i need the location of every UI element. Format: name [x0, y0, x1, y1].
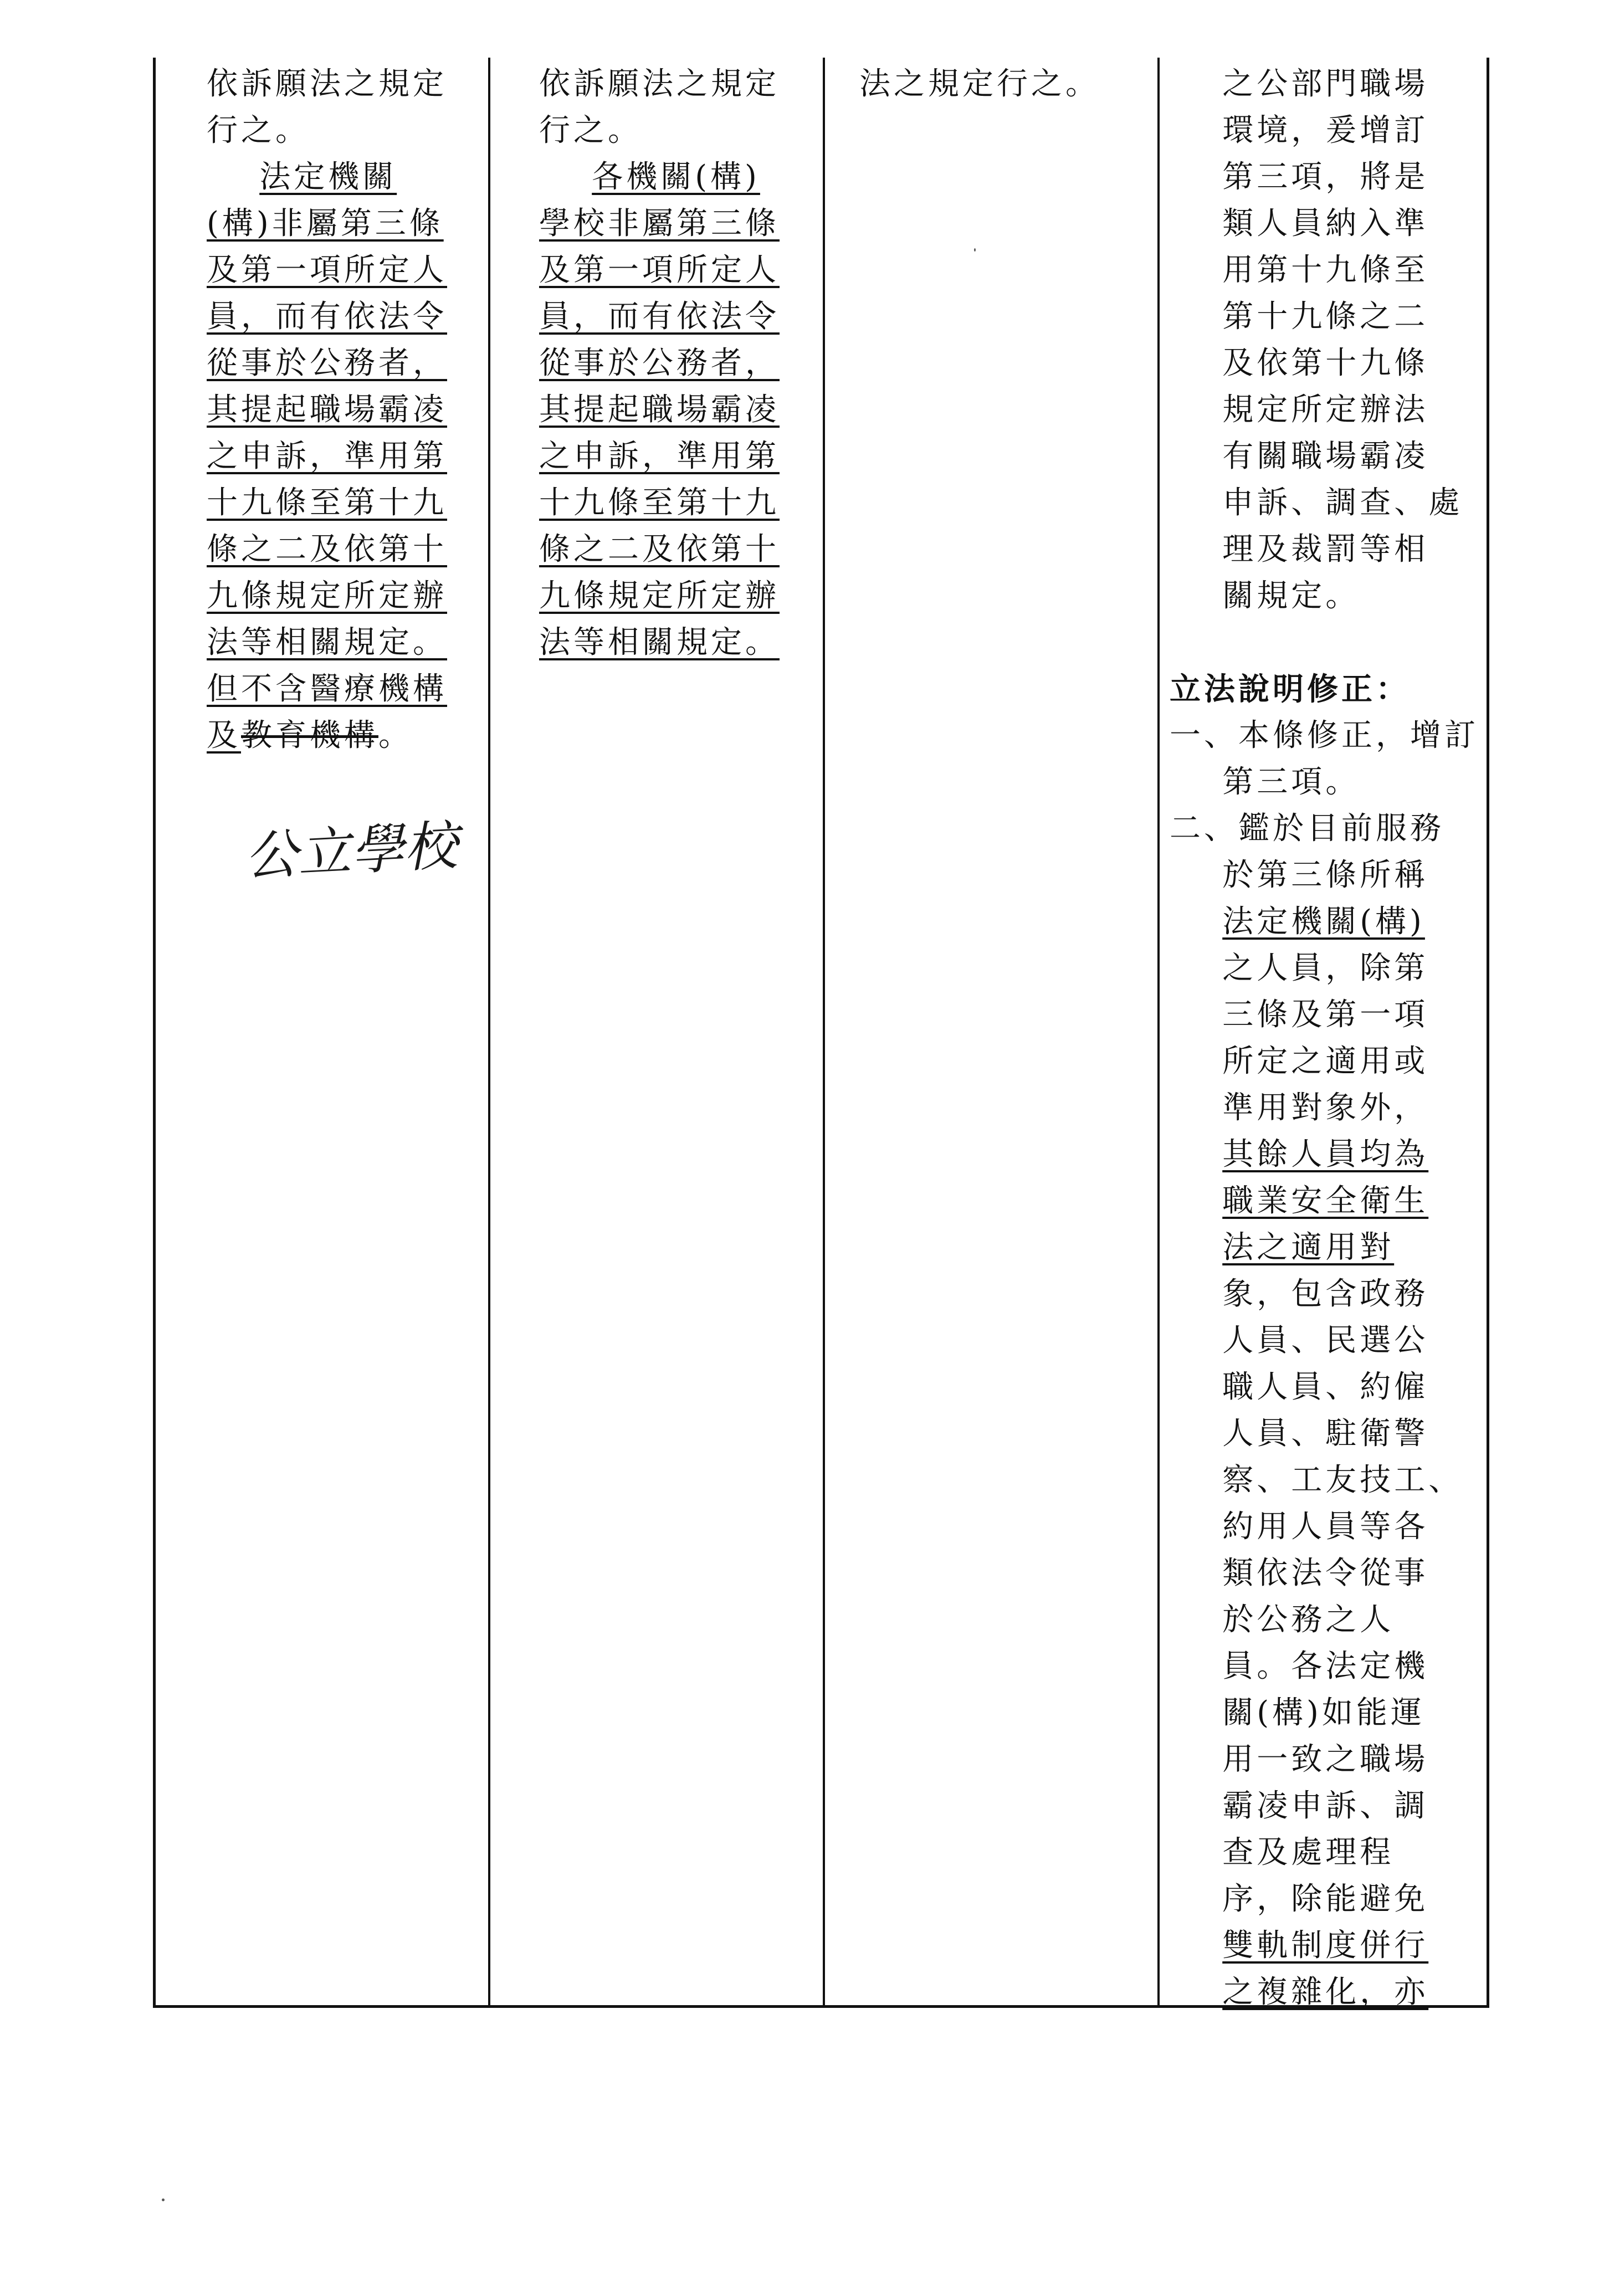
column-current-text: [825, 58, 1160, 2005]
indent: [1170, 1090, 1222, 1126]
indent: [1170, 1695, 1222, 1731]
line-prefix: 及: [207, 718, 241, 754]
indent: [1170, 392, 1222, 428]
text-line: [1170, 61, 1479, 107]
line-text: 用一致之職場: [1222, 1741, 1429, 1777]
line-text: 及依第十九條: [1222, 345, 1429, 381]
line-text: 法等相關規定。: [207, 624, 447, 660]
text-line: [1170, 154, 1479, 201]
indent: [1170, 1136, 1222, 1172]
line-text: 序，除能避免: [1222, 1881, 1429, 1917]
indent: [1170, 1369, 1222, 1405]
indent: [1170, 1462, 1222, 1498]
line-text: 行之。: [207, 112, 310, 148]
text-line: [1170, 1224, 1479, 1271]
text-line: [1170, 1969, 1479, 2016]
line-text: 法定機關(構): [1222, 904, 1425, 940]
text-line: [207, 154, 447, 201]
text-line: [1170, 433, 1479, 480]
text-line: [539, 526, 780, 573]
line-text: 察、工友技工、: [1222, 1462, 1463, 1498]
line-text: 職人員、約僱: [1222, 1369, 1429, 1405]
text-line: [1170, 1178, 1479, 1224]
line-text: 約用人員等各: [1222, 1509, 1429, 1545]
struck-text: 教育機構: [241, 718, 378, 754]
scan-speck: [974, 248, 976, 252]
line-text: 理及裁罰等相: [1222, 531, 1429, 567]
text-line: [1170, 713, 1479, 759]
indent: [1170, 438, 1222, 474]
indent: [1170, 485, 1222, 521]
line-text: 條之二及依第十: [207, 531, 447, 567]
text-line: [1170, 1131, 1479, 1178]
line-text: 九條規定所定辦: [539, 578, 780, 614]
text-line: [1170, 247, 1479, 294]
line-text: 所定之適用或: [1222, 1043, 1429, 1079]
text-line: [1170, 992, 1479, 1038]
text-line: [1170, 1829, 1479, 1876]
line-text: 從事於公務者，: [539, 345, 780, 381]
column-3-text: [859, 61, 1100, 107]
indent: [1170, 904, 1222, 940]
text-line: [1170, 899, 1479, 945]
indent: [1170, 252, 1222, 288]
text-line: [539, 107, 780, 154]
text-line: [207, 526, 447, 573]
indent: [1170, 1648, 1222, 1684]
line-text: 霸凌申訴、調: [1222, 1788, 1429, 1824]
text-line: [1170, 666, 1479, 713]
text-line: [539, 247, 780, 294]
text-line: [1170, 1783, 1479, 1829]
indent: [1170, 1741, 1222, 1777]
text-line: [1170, 945, 1479, 992]
indent: [1170, 1509, 1222, 1545]
text-line: [1170, 1271, 1479, 1318]
line-text: 申訴、調查、處: [1222, 485, 1463, 521]
line-text: 用第十九條至: [1222, 252, 1429, 288]
text-line: [1170, 852, 1479, 899]
line-text: 第三項。: [1222, 764, 1360, 800]
text-line: [207, 666, 447, 713]
text-line: [539, 387, 780, 433]
line-text: 於第三條所稱: [1222, 857, 1429, 893]
text-line: [1170, 1876, 1479, 1923]
column-2-text: [539, 61, 780, 666]
line-text: 之公部門職場: [1222, 66, 1429, 102]
text-line: [539, 433, 780, 480]
indent: [1170, 531, 1222, 567]
indent: [1170, 299, 1222, 335]
line-text: 於公務之人: [1222, 1602, 1395, 1638]
indent: [1170, 764, 1222, 800]
line-text: 學校非屬第三條: [539, 206, 780, 242]
line-text: 準用對象外，: [1222, 1090, 1429, 1126]
text-line: [1170, 806, 1479, 852]
column-amended-text: [156, 58, 490, 2005]
text-line: [1170, 1597, 1479, 1643]
line-text: 環境，爰增訂: [1222, 112, 1429, 148]
indent: [1170, 206, 1222, 242]
text-line: [1170, 201, 1479, 247]
indent: [1170, 1928, 1222, 1964]
indent: [1170, 1974, 1222, 2010]
text-line: [207, 480, 447, 526]
line-text: 及第一項所定人: [207, 252, 447, 288]
indent: [207, 159, 259, 195]
indent: [1170, 1276, 1222, 1312]
indent: [1170, 1229, 1222, 1265]
text-line: [1170, 1364, 1479, 1411]
text-line: [207, 294, 447, 340]
line-text: 人員、駐衛警: [1222, 1416, 1429, 1452]
text-line: [1170, 1457, 1479, 1504]
line-text: 條之二及依第十: [539, 531, 780, 567]
line-text: 查及處理程: [1222, 1834, 1395, 1870]
indent: [1170, 1043, 1222, 1079]
line-text: 但不含醫療機構: [207, 671, 447, 707]
line-text: 法之規定行之。: [859, 66, 1100, 102]
column-explanation: [1160, 58, 1492, 2010]
line-text: 規定所定辦法: [1222, 392, 1429, 428]
text-line: [1170, 294, 1479, 340]
text-line: [1170, 1550, 1479, 1597]
line-text: 九條規定所定辦: [207, 578, 447, 614]
line-text: 及第一項所定人: [539, 252, 780, 288]
comparison-table: [153, 58, 1489, 2008]
text-line: [1170, 340, 1479, 387]
column-1-text: [207, 61, 447, 759]
text-line: [1170, 759, 1479, 806]
line-text: 第三項，將是: [1222, 159, 1429, 195]
line-text: 雙軌制度併行: [1222, 1928, 1429, 1964]
indent: [1170, 1602, 1222, 1638]
line-text: 依訴願法之規定: [207, 66, 447, 102]
line-text: 法之適用對: [1222, 1229, 1395, 1265]
indent: [1170, 112, 1222, 148]
column-proposed-text: [490, 58, 825, 2005]
text-line: [207, 201, 447, 247]
text-line: [1170, 526, 1479, 573]
line-text: 十九條至第十九: [539, 485, 780, 521]
text-line: [1170, 573, 1479, 619]
text-line: [207, 573, 447, 619]
text-line: [207, 387, 447, 433]
text-line: [1170, 1318, 1479, 1364]
text-line: [539, 294, 780, 340]
line-text: 類依法令從事: [1222, 1555, 1429, 1591]
line-text: 關規定。: [1222, 578, 1360, 614]
indent: [1170, 1183, 1222, 1219]
text-line: [539, 573, 780, 619]
text-line: [539, 154, 780, 201]
indent: [1170, 997, 1222, 1033]
text-line: [1170, 619, 1479, 666]
line-text: 行之。: [539, 112, 642, 148]
line-text: 三條及第一項: [1222, 997, 1429, 1033]
text-line: [1170, 107, 1479, 154]
line-suffix: 。: [378, 718, 413, 754]
text-line: [539, 619, 780, 666]
scan-speck: [162, 2198, 165, 2201]
text-line: [859, 61, 1100, 107]
text-line: [207, 107, 447, 154]
line-text: 法等相關規定。: [539, 624, 780, 660]
text-line: [539, 340, 780, 387]
line-text: 關(構)如能運: [1222, 1695, 1425, 1731]
line-text: 立法說明修正：: [1170, 671, 1410, 708]
line-text: 有關職場霸凌: [1222, 438, 1429, 474]
line-text: 人員、民選公: [1222, 1323, 1429, 1359]
line-text: 之申訴，準用第: [207, 438, 447, 474]
text-line: [539, 480, 780, 526]
line-text: 一、本條修正，增訂: [1170, 718, 1479, 754]
line-text: 其提起職場霸凌: [539, 392, 780, 428]
handwritten-note: 公立學校: [243, 814, 459, 888]
column-4-text: [1170, 61, 1479, 2016]
text-line-amended: [207, 713, 447, 759]
text-line: [1170, 1038, 1479, 1085]
line-text: 員，而有依法令: [207, 299, 447, 335]
indent: [1170, 857, 1222, 893]
line-text: 之人員，除第: [1222, 950, 1429, 986]
text-line: [1170, 480, 1479, 526]
text-line: [1170, 1690, 1479, 1736]
line-text: (構)非屬第三條: [207, 206, 444, 242]
line-text: 之複雜化，亦: [1222, 1974, 1429, 2010]
text-line: [539, 61, 780, 107]
indent: [1170, 1834, 1222, 1870]
text-line: [1170, 1923, 1479, 1969]
line-text: 象，包含政務: [1222, 1276, 1429, 1312]
indent: [539, 159, 592, 195]
line-text: 從事於公務者，: [207, 345, 447, 381]
indent: [1170, 1788, 1222, 1824]
indent: [1170, 578, 1222, 614]
indent: [1170, 1881, 1222, 1917]
indent: [1170, 345, 1222, 381]
text-line: [1170, 1411, 1479, 1457]
text-line: [1170, 1643, 1479, 1690]
text-line: [1170, 1504, 1479, 1550]
text-line: [1170, 1736, 1479, 1783]
indent: [1170, 66, 1222, 102]
line-text: 類人員納入準: [1222, 206, 1429, 242]
text-line: [539, 201, 780, 247]
text-line: [207, 340, 447, 387]
text-line: [1170, 1085, 1479, 1131]
indent: [1170, 1323, 1222, 1359]
line-text: 之申訴，準用第: [539, 438, 780, 474]
line-text: 法定機關: [259, 159, 397, 195]
line-text: 其提起職場霸凌: [207, 392, 447, 428]
indent: [1170, 159, 1222, 195]
line-text: 第十九條之二: [1222, 299, 1429, 335]
line-text: 員，而有依法令: [539, 299, 780, 335]
text-line: [207, 619, 447, 666]
indent: [1170, 1416, 1222, 1452]
indent: [1170, 1555, 1222, 1591]
line-text: 十九條至第十九: [207, 485, 447, 521]
line-text: 各機關(構): [592, 159, 760, 195]
text-line: [207, 433, 447, 480]
text-line: [1170, 387, 1479, 433]
line-text: 員。各法定機: [1222, 1648, 1429, 1684]
line-text: 二、鑑於目前服務: [1170, 811, 1444, 847]
line-text: 依訴願法之規定: [539, 66, 780, 102]
indent: [1170, 950, 1222, 986]
text-line: [207, 247, 447, 294]
text-line: [207, 61, 447, 107]
line-text: 職業安全衛生: [1222, 1183, 1429, 1219]
line-text: 其餘人員均為: [1222, 1136, 1429, 1172]
